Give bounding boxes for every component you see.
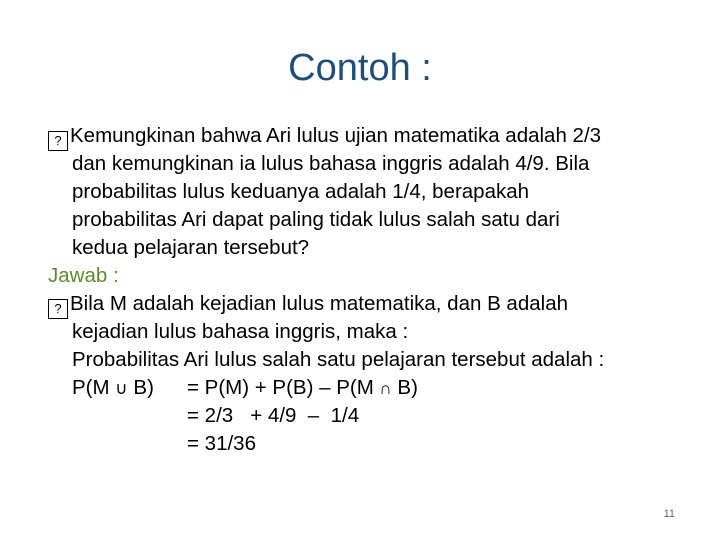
equation-step-3: = 31/36 [187, 432, 256, 455]
problem-line-4: probabilitas Ari dapat paling tidak lulus salah satu dari [72, 208, 560, 231]
missing-glyph-bullet-icon: ? [48, 131, 68, 151]
problem-line-3: probabilitas lulus keduanya adalah 1/4, berapakah [72, 180, 530, 203]
answer-text-1: Bila M adalah kejadian lulus matematika, dan B adalah [70, 292, 568, 315]
problem-line-5: kedua pelajaran tersebut? [72, 236, 310, 259]
equation-step-2: = 2/3 + 4/9 – 1/4 [187, 404, 360, 427]
answer-label: Jawab : [48, 264, 119, 287]
problem-line-2: dan kemungkinan ia lulus bahasa inggris adalah 4/9. Bila [72, 152, 590, 175]
equation-row-3 [48, 430, 688, 458]
union-symbol: ∪ [115, 379, 128, 398]
slide-title: Contoh : [288, 47, 432, 89]
equation-lhs: P(M ∪ B) [72, 376, 154, 399]
answer-line-1 [48, 290, 688, 318]
page-number: 11 [663, 508, 675, 520]
missing-glyph-bullet-icon: ? [48, 299, 68, 319]
problem-text-1: Kemungkinan bahwa Ari lulus ujian matematika adalah 2/3 [70, 124, 602, 147]
equation-row-2 [48, 402, 688, 430]
answer-line-3: Probabilitas Ari lulus salah satu pelajaran tersebut adalah : [72, 348, 605, 371]
answer-line-2: kejadian lulus bahasa inggris, maka : [72, 320, 409, 343]
problem-line-1 [48, 122, 688, 150]
equation-row-1 [48, 374, 688, 402]
slide-content [48, 122, 688, 458]
equation-step-1: = P(M) + P(B) – P(M ∩ B) [187, 376, 418, 399]
intersection-symbol: ∩ [379, 379, 392, 398]
